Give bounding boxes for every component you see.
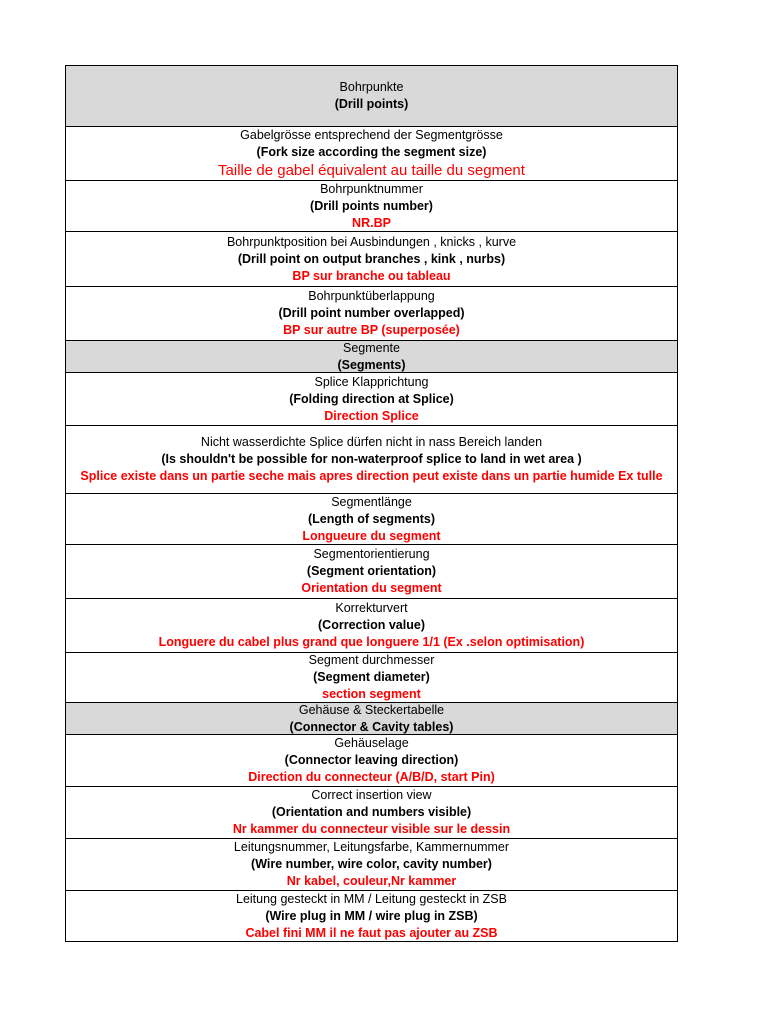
row-text-de: Bohrpunktüberlappung xyxy=(308,289,435,303)
table-row xyxy=(66,787,677,839)
table-row xyxy=(66,373,677,426)
row-text-en: (Segment orientation) xyxy=(306,564,437,578)
row-text-en: (Wire plug in MM / wire plug in ZSB) xyxy=(265,909,478,923)
row-text-en: (Drill points number) xyxy=(310,198,433,213)
table-row xyxy=(66,839,677,891)
row-text-de: Gabelgrösse entsprechend der Segmentgrösse xyxy=(240,127,503,142)
row-text-en: (Is shouldn't be possible for non-waterproof splice to land in wet area ) xyxy=(161,452,582,466)
table-row xyxy=(66,599,677,653)
row-text-de: Segmentorientierung xyxy=(313,547,430,561)
row-text-fr: BP sur branche ou tableau xyxy=(292,268,451,283)
table-row xyxy=(66,735,677,787)
row-text-fr: Taille de gabel équivalent au taille du segment xyxy=(218,161,525,179)
section-header-connector xyxy=(66,703,677,735)
row-text-en: (Wire number, wire color, cavity number) xyxy=(251,857,492,871)
table-row xyxy=(66,232,677,287)
row-text-en: (Correction value) xyxy=(318,618,425,632)
row-text-de: Segmentlänge xyxy=(331,494,412,509)
table-row xyxy=(66,891,677,942)
table-row xyxy=(66,494,677,545)
row-text-fr: Longuere du cabel plus grand que longuere 1/1 (Ex .selon optimisation) xyxy=(158,635,585,649)
row-text-en: (Orientation and numbers visible) xyxy=(271,805,472,819)
table-row xyxy=(66,181,677,232)
row-text-fr: Direction du connecteur (A/B/D, start Pin) xyxy=(248,770,495,784)
table-row xyxy=(66,287,677,341)
row-text-en: (Connector & Cavity tables) xyxy=(289,719,454,734)
row-text-de: Gehäuselage xyxy=(334,736,409,750)
row-text-de: Leitung gesteckt in MM / Leitung gesteckt in ZSB xyxy=(236,892,507,906)
row-text-en: (Connector leaving direction) xyxy=(284,753,459,767)
row-text-en: (Folding direction at Splice) xyxy=(289,391,454,406)
row-text-de: Korrekturvert xyxy=(335,601,408,615)
row-text-en: (Segments) xyxy=(337,357,406,372)
row-text-en: (Fork size according the segment size) xyxy=(256,144,487,159)
row-text-fr: section segment xyxy=(322,687,421,701)
row-text-fr: Longueure du segment xyxy=(302,528,441,543)
row-text-en: (Drill points) xyxy=(334,97,409,111)
row-text-de: Bohrpunktposition bei Ausbindungen , knicks , kurve xyxy=(226,234,517,249)
row-text-en: (Drill point number overlapped) xyxy=(278,306,465,320)
row-text-de: Bohrpunkte xyxy=(339,80,404,94)
row-text-fr: BP sur autre BP (superposée) xyxy=(283,323,460,337)
row-text-fr: Nr kammer du connecteur visible sur le dessin xyxy=(232,822,511,836)
row-text-de: Correct insertion view xyxy=(311,788,432,802)
row-text-fr: Splice existe dans un partie seche mais apres direction peut existe dans un partie humide Ex tulle xyxy=(80,469,663,483)
checklist-table xyxy=(65,65,678,942)
table-row xyxy=(66,426,677,494)
table-row xyxy=(66,545,677,599)
row-text-de: Leitungsnummer, Leitungsfarbe, Kammernummer xyxy=(233,840,510,854)
table-row xyxy=(66,653,677,703)
row-text-de: Segmente xyxy=(343,341,400,355)
row-text-de: Bohrpunktnummer xyxy=(320,181,423,196)
row-text-de: Segment durchmesser xyxy=(308,653,435,667)
row-text-fr: Direction Splice xyxy=(324,408,419,423)
section-header-drill-points xyxy=(66,66,677,127)
row-text-de: Splice Klapprichtung xyxy=(314,374,429,389)
row-text-de: Nicht wasserdichte Splice dürfen nicht in nass Bereich landen xyxy=(200,435,543,449)
table-row xyxy=(66,127,677,181)
row-text-fr: NR.BP xyxy=(352,215,391,230)
row-text-fr: Orientation du segment xyxy=(301,581,442,595)
row-text-de: Gehäuse & Steckertabelle xyxy=(298,703,445,717)
row-text-fr: Nr kabel, couleur,Nr kammer xyxy=(286,874,457,888)
section-header-segments xyxy=(66,341,677,373)
row-text-en: (Segment diameter) xyxy=(313,670,430,684)
row-text-en: (Drill point on output branches , kink , nurbs) xyxy=(237,251,506,266)
row-text-fr: Cabel fini MM il ne faut pas ajouter au ZSB xyxy=(245,926,498,940)
row-text-en: (Length of segments) xyxy=(307,511,436,526)
